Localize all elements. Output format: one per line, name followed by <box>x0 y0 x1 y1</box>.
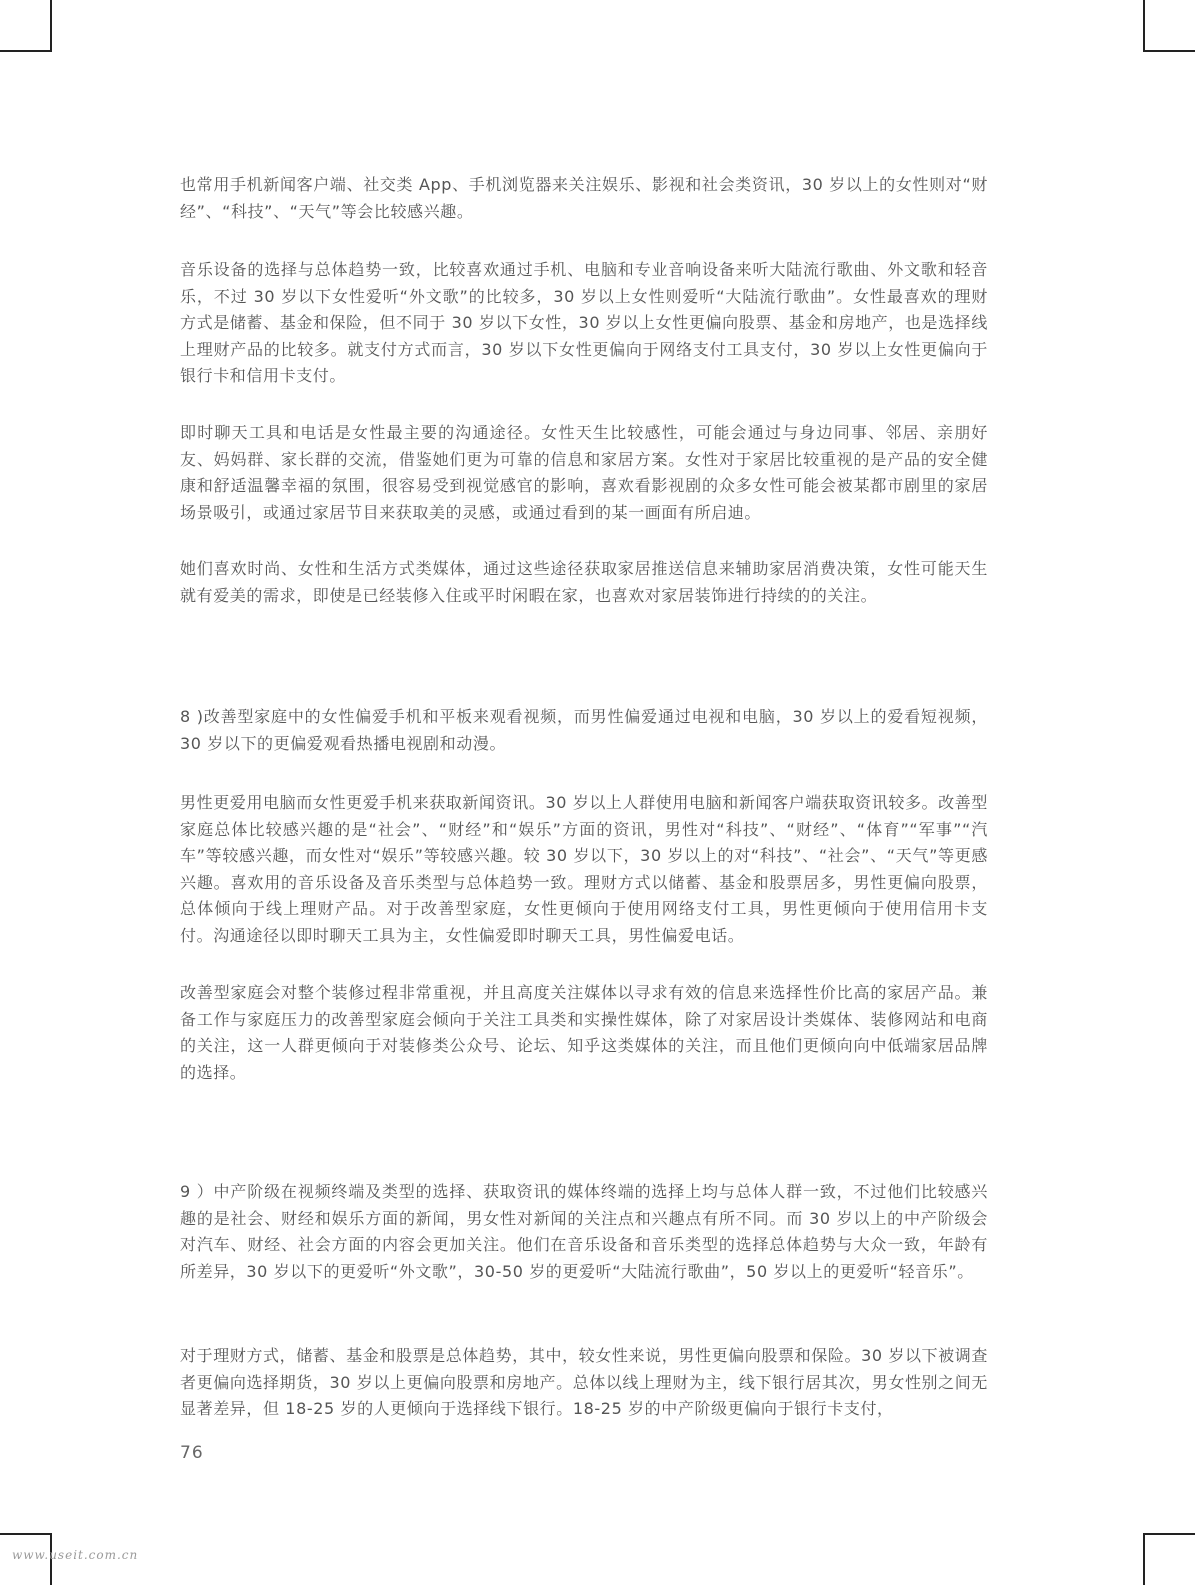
paragraph-4: 她们喜欢时尚、女性和生活方式类媒体，通过这些途径获取家居推送信息来辅助家居消费决策，女性可能天生就有爱美的需求，即使是已经装修入住或平时闲暇在家，也喜欢对家居装饰进行持续的的关注。 <box>180 559 988 605</box>
paragraph-5: 8 )改善型家庭中的女性偏爱手机和平板来观看视频，而男性偏爱通过电视和电脑，30 岁以上的爱看短视频，30 岁以下的更偏爱观看热播电视剧和动漫。 <box>180 707 988 753</box>
crop-mark-bottom-right <box>1143 1533 1195 1585</box>
paragraph-6: 男性更爱用电脑而女性更爱手机来获取新闻资讯。30 岁以上人群使用电脑和新闻客户端获取资讯较多。改善型家庭总体比较感兴趣的是“社会”、“财经”和“娱乐”方面的资讯，男性对“科技”、“财经”、“体育”“军事”“汽车”等较感兴趣，而女性对“娱乐”等较感兴趣。较 30 岁以下，30 岁以上的对“科技”、“社会”、“天气”等更感兴趣。喜欢用的音乐设备及音乐类型与总体趋势一致。理财方式以储蓄、基金和股票居多，男性更偏向股票，总体倾向于线上理财产品。对于改善型家庭，女性更倾向于使用网络支付工具，男性更倾向于使用信用卡支付。沟通途径以即时聊天工具为主，女性偏爱即时聊天工具，男性偏爱电话。 <box>180 793 988 945</box>
paragraph-9: 对于理财方式，储蓄、基金和股票是总体趋势，其中，较女性来说，男性更偏向股票和保险。30 岁以下被调查者更偏向选择期货，30 岁以上更偏向股票和房地产。总体以线上理财为主，线下银行居其次，男女性别之间无显著差异，但 18-25 岁的人更倾向于选择线下银行。18-25 岁的中产阶级更偏向于银行卡支付， <box>180 1346 988 1418</box>
paragraph-3: 即时聊天工具和电话是女性最主要的沟通途径。女性天生比较感性，可能会通过与身边同事、邻居、亲朋好友、妈妈群、家长群的交流，借鉴她们更为可靠的信息和家居方案。女性对于家居比较重视的是产品的安全健康和舒适温馨幸福的氛围，很容易受到视觉感官的影响，喜欢看影视剧的众多女性可能会被某都市剧里的家居场景吸引，或通过家居节目来获取美的灵感，或通过看到的某一画面有所启迪。 <box>180 423 988 522</box>
crop-mark-top-left <box>0 0 52 52</box>
paragraph-7: 改善型家庭会对整个装修过程非常重视，并且高度关注媒体以寻求有效的信息来选择性价比高的家居产品。兼备工作与家庭压力的改善型家庭会倾向于关注工具类和实操性媒体，除了对家居设计类媒体、装修网站和电商的关注，这一人群更倾向于对装修类公众号、论坛、知乎这类媒体的关注，而且他们更倾向向中低端家居品牌的选择。 <box>180 983 988 1082</box>
page-body <box>180 172 988 1418</box>
watermark: www.useit.com.cn <box>12 1548 139 1562</box>
paragraph-1: 也常用手机新闻客户端、社交类 App、手机浏览器来关注娱乐、影视和社会类资讯，30 岁以上的女性则对“财经”、“科技”、“天气”等会比较感兴趣。 <box>180 175 988 221</box>
crop-mark-top-right <box>1143 0 1195 52</box>
paragraph-8: 9 ）中产阶级在视频终端及类型的选择、获取资讯的媒体终端的选择上均与总体人群一致，不过他们比较感兴趣的是社会、财经和娱乐方面的新闻，男女性对新闻的关注点和兴趣点有所不同。而 30 岁以上的中产阶级会对汽车、财经、社会方面的内容会更加关注。他们在音乐设备和音乐类型的选择总体趋势与大众一致，年龄有所差异，30 岁以下的更爱听“外文歌”，30-50 岁的更爱听“大陆流行歌曲”，50 岁以上的更爱听“轻音乐”。 <box>180 1182 988 1281</box>
paragraph-2: 音乐设备的选择与总体趋势一致，比较喜欢通过手机、电脑和专业音响设备来听大陆流行歌曲、外文歌和轻音乐，不过 30 岁以下女性爱听“外文歌”的比较多，30 岁以上女性则爱听“大陆流行歌曲”。女性最喜欢的理财方式是储蓄、基金和保险，但不同于 30 岁以下女性，30 岁以上女性更偏向股票、基金和房地产，也是选择线上理财产品的比较多。就支付方式而言，30 岁以下女性更偏向于网络支付工具支付，30 岁以上女性更偏向于银行卡和信用卡支付。 <box>180 260 988 385</box>
page-number: 76 <box>180 1443 204 1463</box>
